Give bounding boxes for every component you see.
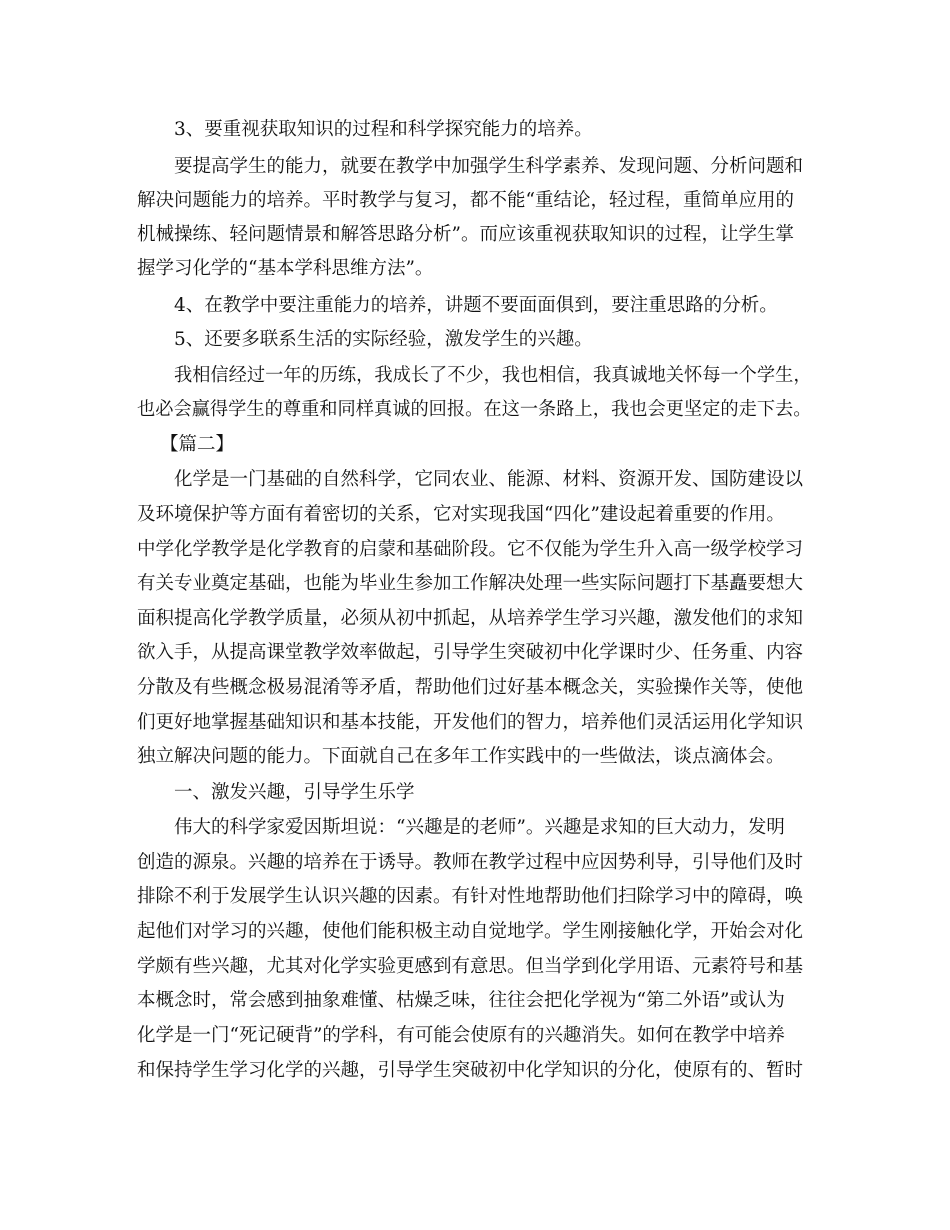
text-line: 4、在教学中要注重能力的培养，讲题不要面面俱到，要注重思路的分析。: [174, 295, 778, 316]
subsection-heading: 一、激发兴趣，引导学生乐学: [174, 782, 415, 803]
text-line: 中学化学教学是化学教育的启蒙和基础阶段。它不仅能为学生升入高一级学校学习: [137, 539, 804, 560]
text-line: 学颇有些兴趣，尤其对化学实验更感到有意思。但当学到化学用语、元素符号和基: [137, 956, 804, 977]
text-line: 机械操练、轻问题情景和解答思路分析”。而应该重视获取知识的过程，让学生掌: [137, 224, 794, 245]
text-line: 们更好地掌握基础知识和基本技能，开发他们的智力，培养他们灵活运用化学知识: [137, 712, 804, 733]
text-line: 独立解决问题的能力。下面就自己在多年工作实践中的一些做法，谈点滴体会。: [137, 746, 785, 767]
text-line: 起他们对学习的兴趣，使他们能积极主动自觉地学。学生刚接触化学，开始会对化: [137, 921, 804, 942]
text-line: 和保持学生学习化学的兴趣，引导学生突破初中化学知识的分化，使原有的、暂时: [137, 1060, 804, 1081]
text-line: 及环境保护等方面有着密切的关系，它对实现我国“四化”建设起着重要的作用。: [137, 504, 785, 525]
text-line: 伟大的科学家爱因斯坦说：“兴趣是的老师”。兴趣是求知的巨大动力，发明: [174, 817, 785, 838]
text-line: 化学是一门“死记硬背”的学科，有可能会使原有的兴趣消失。如何在教学中培养: [137, 1025, 785, 1046]
text-line: 我相信经过一年的历练，我成长了不少，我也相信，我真诚地关怀每一个学生，: [174, 365, 812, 386]
text-line: 5、还要多联系生活的实际经验，激发学生的兴趣。: [174, 329, 593, 350]
text-line: 面积提高化学教学质量，必须从初中抓起，从培养学生学习兴趣，激发他们的求知: [137, 608, 804, 629]
text-line: 解决问题能力的培养。平时教学与复习，都不能“重结论，轻过程，重简单应用的: [137, 190, 794, 211]
text-line: 分散及有些概念极易混淆等矛盾，帮助他们过好基本概念关，实验操作关等，使他: [137, 677, 804, 698]
text-line: 化学是一门基础的自然科学，它同农业、能源、材料、资源开发、国防建设以: [174, 469, 804, 490]
text-line: 3、要重视获取知识的过程和科学探究能力的培养。: [174, 119, 593, 140]
text-line: 排除不利于发展学生认识兴趣的因素。有针对性地帮助他们扫除学习中的障碍，唤: [137, 886, 804, 907]
text-line: 有关专业奠定基础，也能为毕业生参加工作解决处理一些实际问题打下基矗要想大: [137, 573, 804, 594]
text-line: 创造的源泉。兴趣的培养在于诱导。教师在教学过程中应因势利导，引导他们及时: [137, 852, 804, 873]
section-heading: 【篇二】: [160, 434, 235, 455]
text-line: 握学习化学的“基本学科思维方法”。: [137, 258, 434, 279]
text-line: 也必会赢得学生的尊重和同样真诚的回报。在这一条路上，我也会更坚定的走下去。: [137, 399, 812, 420]
text-line: 要提高学生的能力，就要在教学中加强学生科学素养、发现问题、分析问题和: [174, 156, 804, 177]
text-line: 本概念时，常会感到抽象难懂、枯燥乏味，往往会把化学视为“第二外语”或认为: [137, 990, 785, 1011]
text-line: 欲入手，从提高课堂教学效率做起，引导学生突破初中化学课时少、任务重、内容: [137, 642, 804, 663]
